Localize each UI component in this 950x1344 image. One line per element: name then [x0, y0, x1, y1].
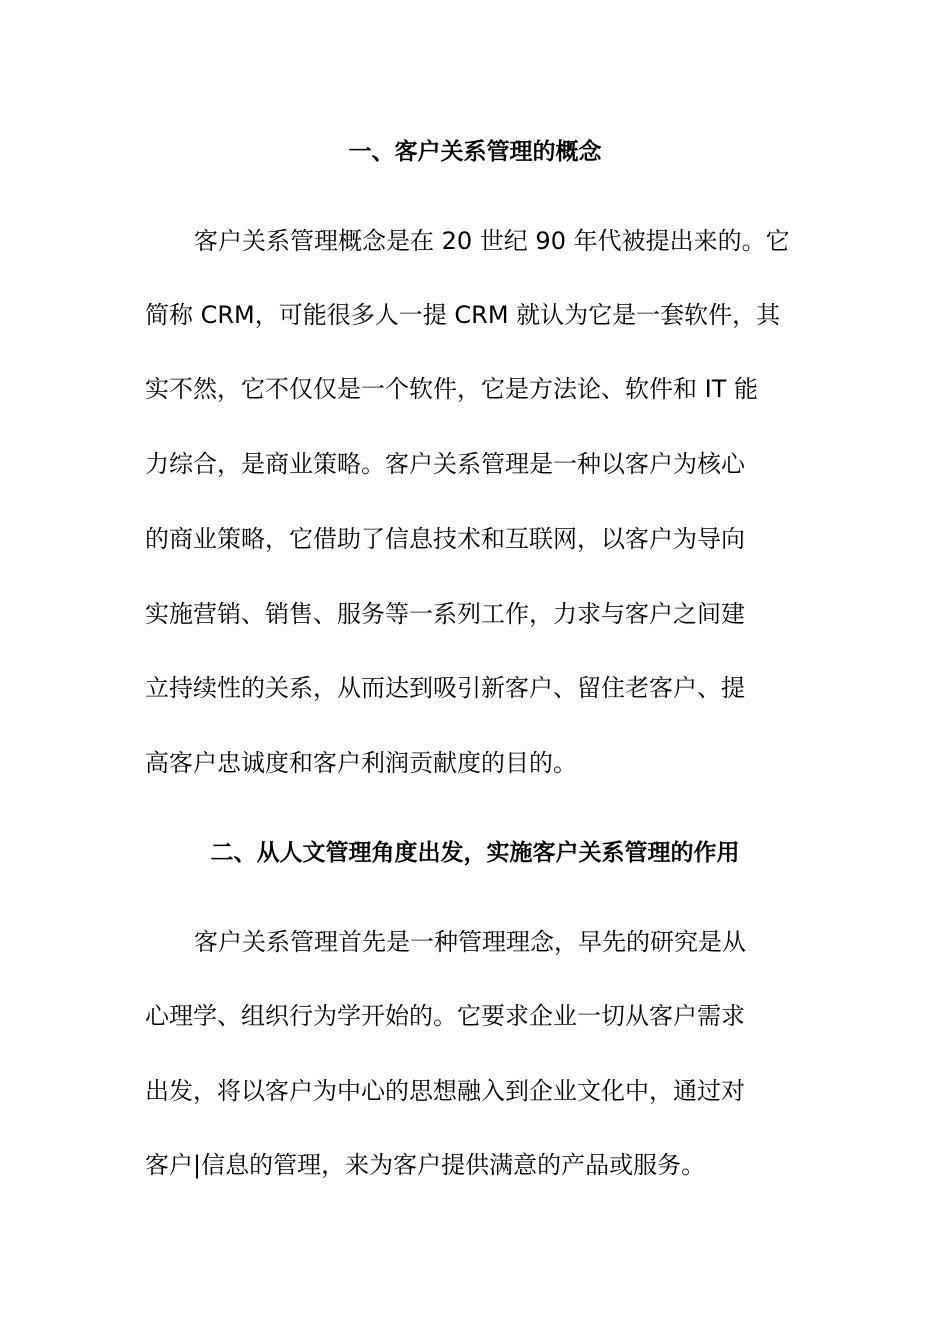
section-1-heading: 一、客户关系管理的概念	[348, 139, 602, 165]
paragraph-1-line-3: 实不然，它不仅仅是一个软件，它是方法论、软件和 IT 能	[145, 375, 758, 403]
paragraph-1-line-1: 客户关系管理概念是在 20 世纪 90 年代被提出来的。它	[194, 227, 790, 255]
paragraph-2-line-2: 心理学、组织行为学开始的。它要求企业一切从客户需求	[145, 1002, 745, 1030]
paragraph-1-line-2: 简称 CRM，可能很多人一提 CRM 就认为它是一套软件，其	[145, 301, 781, 329]
paragraph-2-line-1: 客户关系管理首先是一种管理理念，早先的研究是从	[194, 928, 746, 956]
paragraph-1-line-5: 的商业策略，它借助了信息技术和互联网，以客户为导向	[145, 525, 745, 553]
paragraph-2-line-4: 客户|信息的管理，来为客户提供满意的产品或服务。	[145, 1151, 706, 1179]
section-2-heading: 二、从人文管理角度出发，实施客户关系管理的作用	[210, 840, 740, 866]
paragraph-1-line-4: 力综合，是商业策略。客户关系管理是一种以客户为核心	[145, 450, 745, 478]
paragraph-1-line-8: 高客户忠诚度和客户利润贡献度的目的。	[145, 749, 577, 777]
paragraph-2-line-3: 出发，将以客户为中心的思想融入到企业文化中，通过对	[145, 1077, 745, 1105]
paragraph-1-line-7: 立持续性的关系，从而达到吸引新客户、留住老客户、提	[145, 674, 745, 702]
paragraph-1-line-6: 实施营销、销售、服务等一系列工作，力求与客户之间建	[145, 600, 745, 628]
